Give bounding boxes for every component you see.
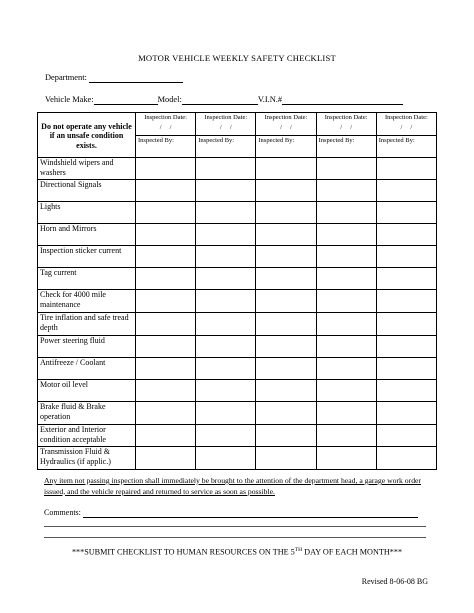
inspection-notice: Any item not passing inspection shall immediately be brought to the attention of the department head, a garage work order issued, and the vehicle repaired and returned to service as soon as possible. bbox=[44, 476, 422, 496]
comments-label: Comments: bbox=[44, 508, 81, 517]
inspected-by-label: Inspected By: bbox=[378, 137, 415, 144]
check-cell[interactable] bbox=[256, 158, 316, 180]
checklist-row bbox=[38, 202, 437, 224]
checklist-item-label: Lights bbox=[38, 202, 136, 224]
check-cell[interactable] bbox=[136, 268, 196, 290]
check-cell[interactable] bbox=[256, 447, 316, 470]
inspected-by-cell[interactable] bbox=[376, 136, 436, 158]
date-slashes: / / bbox=[159, 123, 172, 131]
submit-sup: TH bbox=[294, 547, 303, 553]
check-cell[interactable] bbox=[136, 180, 196, 202]
checklist-row bbox=[38, 224, 437, 246]
check-cell[interactable] bbox=[136, 425, 196, 447]
checklist-row bbox=[38, 313, 437, 336]
submit-instruction bbox=[0, 547, 474, 557]
department-row bbox=[45, 73, 183, 83]
checklist-row bbox=[38, 402, 437, 425]
check-cell[interactable] bbox=[316, 202, 376, 224]
check-cell[interactable] bbox=[376, 402, 436, 425]
inspected-by-cell[interactable] bbox=[256, 136, 316, 158]
check-cell[interactable] bbox=[376, 224, 436, 246]
checklist-row bbox=[38, 336, 437, 358]
checklist-item-label: Brake fluid & Brake operation bbox=[38, 402, 136, 425]
inspection-date-label: Inspection Date: bbox=[384, 114, 428, 121]
check-cell[interactable] bbox=[136, 380, 196, 402]
vehicle-info-row bbox=[45, 95, 403, 105]
date-slashes: / / bbox=[340, 123, 353, 131]
check-cell[interactable] bbox=[376, 246, 436, 268]
checklist-item-label: Exterior and Interior condition acceptable bbox=[38, 425, 136, 447]
checklist-item-label: Horn and Mirrors bbox=[38, 224, 136, 246]
check-cell[interactable] bbox=[196, 268, 256, 290]
check-cell[interactable] bbox=[196, 224, 256, 246]
inspection-date-cell[interactable] bbox=[316, 113, 376, 136]
submit-text-end: DAY OF EACH MONTH*** bbox=[302, 547, 403, 557]
department-field[interactable] bbox=[89, 73, 183, 83]
inspection-date-label: Inspection Date: bbox=[144, 114, 187, 121]
checklist-item-label: Antifreeze / Coolant bbox=[38, 358, 136, 380]
checklist-item-label: Inspection sticker current bbox=[38, 246, 136, 268]
inspection-date-cell[interactable] bbox=[376, 113, 436, 136]
check-cell[interactable] bbox=[196, 402, 256, 425]
checklist-item-label: Tag current bbox=[38, 268, 136, 290]
check-cell[interactable] bbox=[136, 290, 196, 313]
check-cell[interactable] bbox=[136, 158, 196, 180]
inspection-date-cell[interactable] bbox=[136, 113, 196, 136]
check-cell[interactable] bbox=[316, 290, 376, 313]
check-cell[interactable] bbox=[376, 425, 436, 447]
checklist-row bbox=[38, 447, 437, 470]
checklist-item-label: Tire inflation and safe tread depth bbox=[38, 313, 136, 336]
inspected-by-label: Inspected By: bbox=[198, 137, 235, 144]
check-cell[interactable] bbox=[136, 447, 196, 470]
check-cell[interactable] bbox=[196, 425, 256, 447]
check-cell[interactable] bbox=[376, 180, 436, 202]
vehicle-make-label: Vehicle Make: bbox=[45, 95, 94, 104]
vehicle-make-field[interactable] bbox=[94, 95, 158, 105]
date-slashes: / / bbox=[219, 123, 232, 131]
comments-field[interactable] bbox=[83, 508, 418, 518]
checklist-item-label: Directional Signals bbox=[38, 180, 136, 202]
inspection-date-label: Inspection Date: bbox=[324, 114, 368, 121]
model-label: Model: bbox=[157, 95, 182, 104]
check-cell[interactable] bbox=[196, 336, 256, 358]
checklist-row bbox=[38, 246, 437, 268]
check-cell[interactable] bbox=[316, 158, 376, 180]
checklist-row bbox=[38, 425, 437, 447]
date-slashes: / / bbox=[280, 123, 292, 131]
check-cell[interactable] bbox=[196, 380, 256, 402]
inspected-by-label: Inspected By: bbox=[318, 137, 355, 144]
check-cell[interactable] bbox=[376, 158, 436, 180]
check-cell[interactable] bbox=[376, 290, 436, 313]
check-cell[interactable] bbox=[316, 380, 376, 402]
check-cell[interactable] bbox=[256, 425, 316, 447]
inspection-date-cell[interactable] bbox=[196, 113, 256, 136]
check-cell[interactable] bbox=[196, 290, 256, 313]
check-cell[interactable] bbox=[136, 358, 196, 380]
check-cell[interactable] bbox=[316, 268, 376, 290]
check-cell[interactable] bbox=[376, 313, 436, 336]
header-row-date bbox=[38, 113, 437, 136]
model-field[interactable] bbox=[182, 95, 258, 105]
checklist-table bbox=[37, 112, 437, 470]
check-cell[interactable] bbox=[316, 425, 376, 447]
inspected-by-cell[interactable] bbox=[196, 136, 256, 158]
check-cell[interactable] bbox=[376, 202, 436, 224]
check-cell[interactable] bbox=[316, 224, 376, 246]
warning-cell: Do not operate any vehicle if an unsafe condition exists. bbox=[38, 113, 136, 158]
checklist-item-label: Windshield wipers and washers bbox=[38, 158, 136, 180]
check-cell[interactable] bbox=[256, 202, 316, 224]
check-cell[interactable] bbox=[316, 313, 376, 336]
check-cell[interactable] bbox=[256, 180, 316, 202]
check-cell[interactable] bbox=[376, 358, 436, 380]
checklist-item-label: Motor oil level bbox=[38, 380, 136, 402]
comments-line-3[interactable] bbox=[44, 537, 426, 538]
check-cell[interactable] bbox=[136, 336, 196, 358]
checklist-row bbox=[38, 180, 437, 202]
department-label: Department: bbox=[45, 73, 87, 82]
check-cell[interactable] bbox=[316, 358, 376, 380]
submit-text: ***SUBMIT CHECKLIST TO HUMAN RESOURCES ON THE 5 bbox=[71, 547, 295, 557]
form-title: MOTOR VEHICLE WEEKLY SAFETY CHECKLIST bbox=[138, 53, 336, 63]
check-cell[interactable] bbox=[316, 447, 376, 470]
inspection-date-cell[interactable] bbox=[256, 113, 316, 136]
inspected-by-label: Inspected By: bbox=[138, 137, 174, 144]
checklist-row bbox=[38, 268, 437, 290]
check-cell[interactable] bbox=[196, 358, 256, 380]
check-cell[interactable] bbox=[196, 202, 256, 224]
vin-label: V.I.N.# bbox=[257, 95, 283, 104]
check-cell[interactable] bbox=[376, 336, 436, 358]
check-cell[interactable] bbox=[376, 268, 436, 290]
check-cell[interactable] bbox=[316, 402, 376, 425]
check-cell[interactable] bbox=[196, 246, 256, 268]
checklist-row bbox=[38, 158, 437, 180]
check-cell[interactable] bbox=[256, 290, 316, 313]
check-cell[interactable] bbox=[256, 402, 316, 425]
inspection-date-label: Inspection Date: bbox=[204, 114, 248, 121]
check-cell[interactable] bbox=[136, 246, 196, 268]
check-cell[interactable] bbox=[136, 224, 196, 246]
checklist-item-label: Check for 4000 mile maintenance bbox=[38, 290, 136, 313]
checklist-item-label: Transmission Fluid & Hydraulics (if applic.) bbox=[38, 447, 136, 470]
check-cell[interactable] bbox=[316, 180, 376, 202]
check-cell[interactable] bbox=[196, 447, 256, 470]
revision-note: Revised 8-06-08 BG bbox=[361, 577, 428, 586]
check-cell[interactable] bbox=[256, 268, 316, 290]
checklist-row bbox=[38, 290, 437, 313]
check-cell[interactable] bbox=[196, 158, 256, 180]
check-cell[interactable] bbox=[136, 313, 196, 336]
vin-field[interactable] bbox=[282, 95, 403, 105]
inspection-date-label: Inspection Date: bbox=[264, 114, 308, 121]
check-cell[interactable] bbox=[316, 246, 376, 268]
check-cell[interactable] bbox=[256, 246, 316, 268]
check-cell[interactable] bbox=[136, 402, 196, 425]
inspected-by-cell[interactable] bbox=[316, 136, 376, 158]
date-slashes: / / bbox=[400, 123, 413, 131]
inspected-by-cell[interactable] bbox=[136, 136, 196, 158]
inspected-by-label: Inspected By: bbox=[258, 137, 295, 144]
comments-line-2[interactable] bbox=[44, 526, 426, 527]
checklist-row bbox=[38, 358, 437, 380]
check-cell[interactable] bbox=[256, 358, 316, 380]
check-cell[interactable] bbox=[256, 336, 316, 358]
check-cell[interactable] bbox=[376, 447, 436, 470]
check-cell[interactable] bbox=[256, 380, 316, 402]
checklist-item-label: Power steering fluid bbox=[38, 336, 136, 358]
check-cell[interactable] bbox=[196, 313, 256, 336]
checklist-row bbox=[38, 380, 437, 402]
check-cell[interactable] bbox=[196, 180, 256, 202]
check-cell[interactable] bbox=[256, 224, 316, 246]
comments-row bbox=[44, 508, 418, 518]
check-cell[interactable] bbox=[316, 336, 376, 358]
check-cell[interactable] bbox=[256, 313, 316, 336]
check-cell[interactable] bbox=[136, 202, 196, 224]
check-cell[interactable] bbox=[376, 380, 436, 402]
